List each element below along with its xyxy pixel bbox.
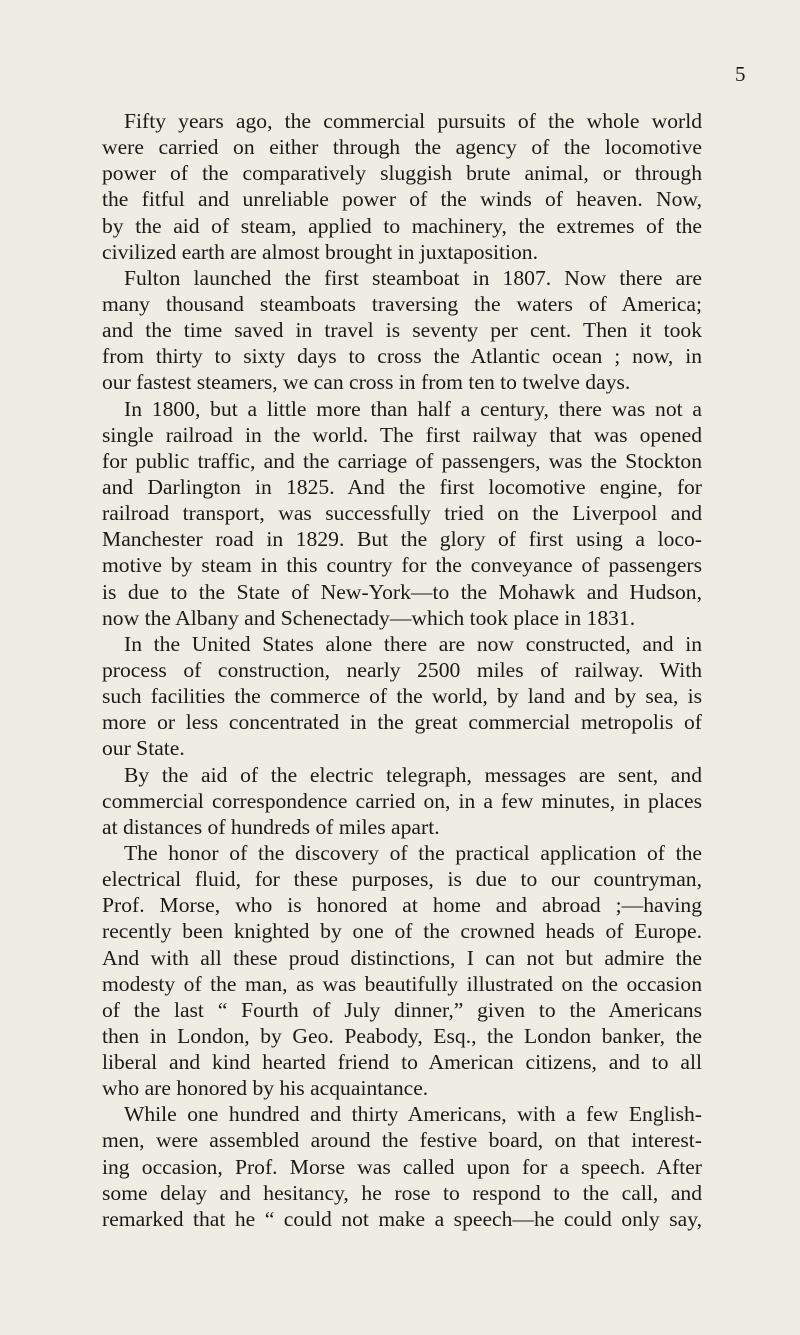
paragraph (102, 396, 702, 631)
text-line: our fastest steamers, we can cross in from ten to twelve days. (102, 370, 631, 395)
text-line: of the last “ Fourth of July dinner,” given to the Americans (102, 997, 702, 1022)
text-line: who are honored by his acquaintance. (102, 1076, 429, 1101)
text-line: and the time saved in travel is seventy per cent. Then it took (102, 318, 702, 343)
text-line: process of construction, nearly 2500 miles of railway. With (102, 657, 702, 682)
paragraph (102, 762, 702, 840)
text-line: ing occasion, Prof. Morse was called upon for a speech. After (102, 1154, 702, 1179)
paragraph (102, 631, 702, 762)
text-line: many thousand steamboats traversing the waters of America; (102, 291, 702, 316)
text-line: were carried on either through the agency of the locomotive (102, 135, 702, 160)
text-line: from thirty to sixty days to cross the Atlantic ocean ; now, in (102, 344, 702, 369)
text-line: recently been knighted by one of the crowned heads of Europe. (102, 919, 702, 944)
text-line: Fifty years ago, the commercial pursuits of the whole world (124, 109, 702, 133)
text-line: at distances of hundreds of miles apart. (102, 814, 440, 839)
text-line: then in London, by Geo. Peabody, Esq., the London banker, the (102, 1023, 702, 1048)
paragraph (102, 108, 702, 265)
text-line: In the United States alone there are now constructed, and in (124, 631, 702, 656)
text-line: now the Albany and Schenectady—which took place in 1831. (102, 605, 636, 630)
text-line: by the aid of steam, applied to machinery, the extremes of the (102, 213, 702, 238)
text-line: motive by steam in this country for the conveyance of passengers (102, 553, 702, 578)
text-line: railroad transport, was successfully tried on the Liverpool and (102, 501, 702, 526)
text-line: And with all these proud distinctions, I can not but admire the (102, 945, 702, 970)
text-line: While one hundred and thirty Americans, with a few English- (124, 1102, 702, 1127)
text-line: The honor of the discovery of the practical application of the (124, 840, 702, 865)
text-line: Fulton launched the first steamboat in 1807. Now there are (124, 265, 702, 290)
text-line: In 1800, but a little more than half a century, there was not a (124, 396, 702, 421)
text-line: By the aid of the electric telegraph, messages are sent, and (124, 762, 702, 787)
paragraph (102, 840, 702, 1101)
text-line: civilized earth are almost brought in juxtaposition. (102, 239, 538, 264)
paragraph (102, 1101, 702, 1232)
text-line: our State. (102, 736, 185, 761)
text-line: remarked that he “ could not make a speech—he could only say, (102, 1206, 702, 1231)
text-line: men, were assembled around the festive board, on that interest- (102, 1128, 702, 1153)
text-line: electrical fluid, for these purposes, is due to our countryman, (102, 867, 702, 892)
text-line: and Darlington in 1825. And the first locomotive engine, for (102, 474, 702, 499)
text-line: for public traffic, and the carriage of passengers, was the Stockton (102, 448, 702, 473)
text-line: liberal and kind hearted friend to American citizens, and to all (102, 1050, 702, 1075)
text-line: single railroad in the world. The first railway that was opened (102, 422, 702, 447)
text-line: the fitful and unreliable power of the winds of heaven. Now, (102, 187, 702, 212)
page-number: 5 (735, 62, 746, 86)
text-line: Prof. Morse, who is honored at home and abroad ;—having (102, 893, 702, 918)
text-line: power of the comparatively sluggish brute animal, or through (102, 161, 702, 186)
text-line: more or less concentrated in the great commercial metropolis of (102, 710, 702, 735)
paragraph (102, 265, 702, 396)
text-line: is due to the State of New-York—to the Mohawk and Hudson, (102, 579, 702, 604)
text-line: such facilities the commerce of the world, by land and by sea, is (102, 684, 702, 709)
text-line: some delay and hesitancy, he rose to respond to the call, and (102, 1180, 702, 1205)
body-text (102, 108, 702, 1232)
text-line: Manchester road in 1829. But the glory of first using a loco- (102, 527, 702, 552)
text-line: modesty of the man, as was beautifully illustrated on the occasion (102, 971, 702, 996)
text-line: commercial correspondence carried on, in a few minutes, in places (102, 788, 702, 813)
